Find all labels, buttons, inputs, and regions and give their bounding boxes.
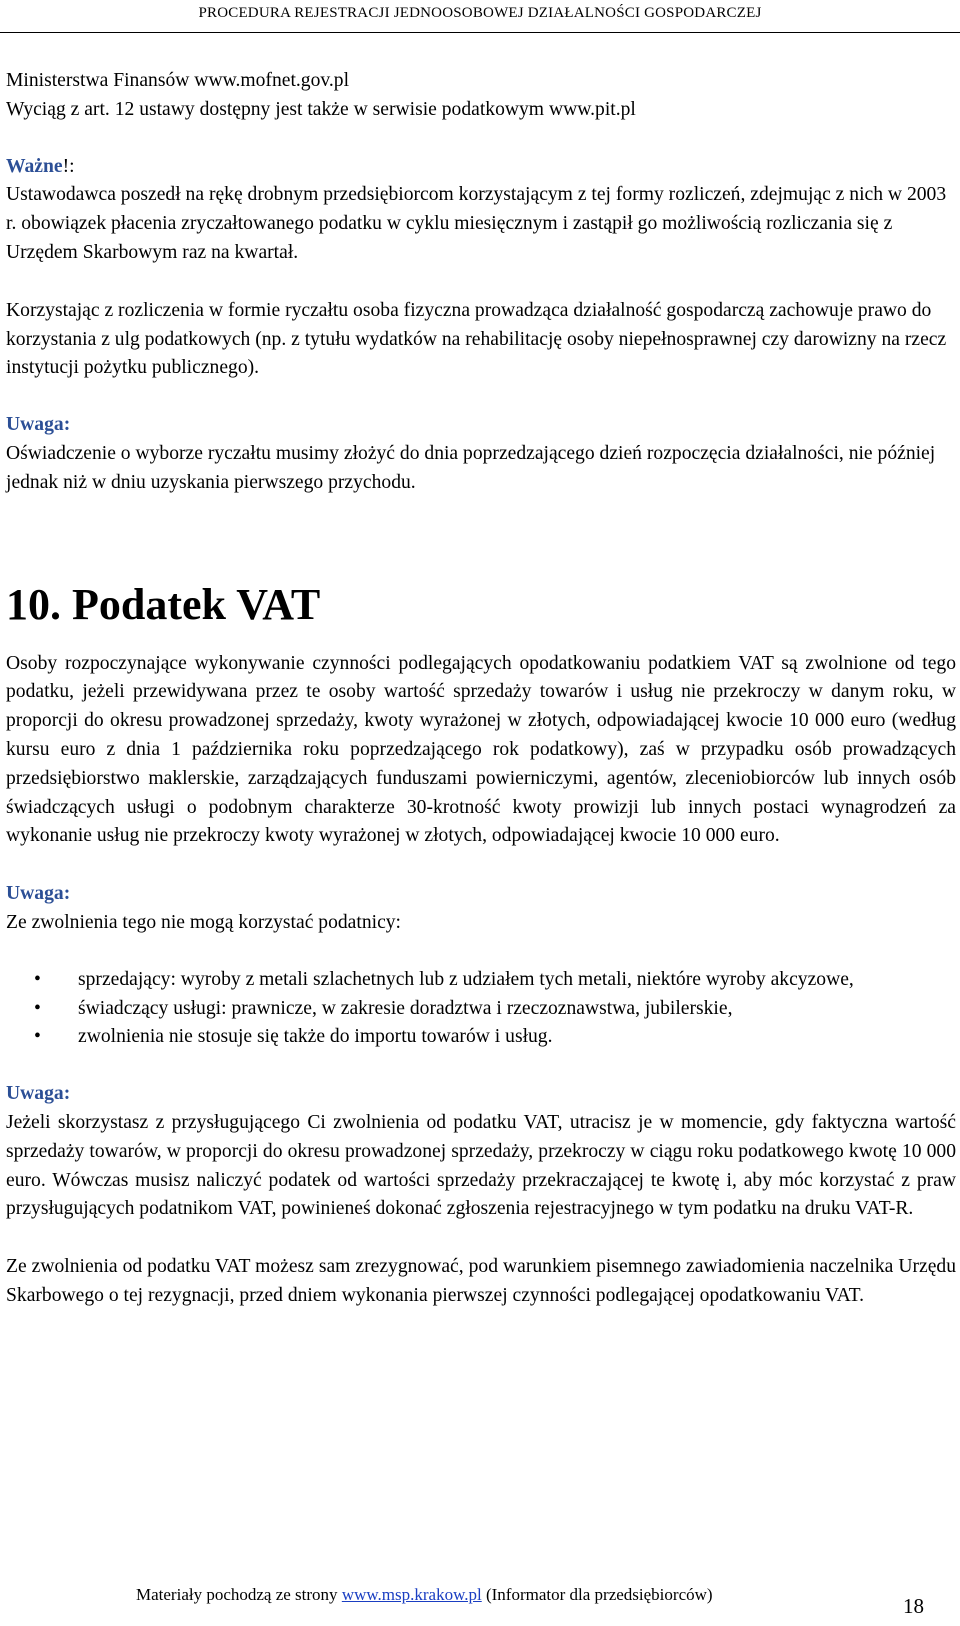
wazne-heading bbox=[6, 153, 956, 182]
bullet-icon: • bbox=[34, 968, 41, 990]
footer-prefix: Materiały pochodzą ze strony bbox=[136, 1585, 338, 1604]
bullet-icon: • bbox=[34, 997, 41, 1019]
wazne-label-tail: !: bbox=[62, 155, 75, 177]
vat-resignation-paragraph: Ze zwolnienia od podatku VAT możesz sam zrezygnować, pod warunkiem pisemnego zawiadomienia naczelnika Urzędu Skarbowego o tej rezygnacji, przed dniem wykonania pierwszej czynności podlegającej opodatkowaniu VAT. bbox=[6, 1256, 956, 1306]
footer-link[interactable]: www.msp.krakow.pl bbox=[341, 1585, 482, 1604]
list-item-text: świadczący usługi: prawnicze, w zakresie doradztwa i rzeczoznawstwa, jubilerskie, bbox=[78, 997, 733, 1019]
list-item bbox=[6, 966, 956, 995]
list-item-text: sprzedający: wyroby z metali szlachetnych lub z udziałem tych metali, niektóre wyroby akcyzowe, bbox=[78, 968, 854, 990]
ryczalt-ulgi-paragraph: Korzystając z rozliczenia w formie ryczałtu osoba fizyczna prowadząca działalność gospodarczą zachowuje prawo do korzystania z ulg podatkowych (np. z tytułu wydatków na rehabilitację osoby niepełnosprawnej czy darowizny na rzecz instytucji pożytku publicznego). bbox=[6, 299, 947, 379]
uwaga-label-1: Uwaga: bbox=[6, 414, 71, 436]
list-item-text: zwolnienia nie stosuje się także do importu towarów i usług. bbox=[78, 1026, 553, 1048]
uwaga-text-2: Ze zwolnienia tego nie mogą korzystać podatnicy: bbox=[6, 911, 402, 933]
page-footer bbox=[136, 1584, 956, 1606]
wazne-text: Ustawodawca poszedł na rękę drobnym przedsiębiorcom korzystającym z tej formy rozliczeń, zdejmując z nich w 2003 r. obowiązek płacenia zryczałtowanego podatku w cyklu miesięcznym i zastąpił go możliwością rozliczania się z Urzędem Skarbowym raz na kwartał. bbox=[6, 184, 947, 263]
uwaga-label-3: Uwaga: bbox=[6, 1083, 71, 1105]
page-body bbox=[6, 67, 956, 1311]
vat-exemption-paragraph: Osoby rozpoczynające wykonywanie czynności podlegających opodatkowaniu podatkiem VAT są zwolnione od tego podatku, jeżeli przewidywana przez te osoby wartość sprzedaży towarów i usług nie przekroczy w danym roku, w proporcji do okresu prowadzonej sprzedaży, kwoty wyrażonej w złotych, odpowiadającej kwocie 10 000 euro (według kursu euro z dnia 1 października roku poprzedzającego rok podatkowy), zaś w przypadku osób prowadzących przedsiębiorstwo maklerskie, zarządzających funduszami powierniczymi, agentów, zleceniobiorców lub innych osób świadczących usługi o podobnym charakterze 30-krotność kwoty prowizji lub innych postaci wynagrodzeń za wykonanie usług nie przekroczy kwoty wyrażonej w złotych, odpowiadającej kwocie 10 000 euro. bbox=[6, 652, 956, 847]
page-number: 18 bbox=[903, 1594, 924, 1618]
running-header bbox=[0, 2, 960, 33]
list-item bbox=[6, 1023, 956, 1052]
footer-suffix: (Informator dla przedsiębiorców) bbox=[485, 1585, 713, 1604]
uwaga-text-1: Oświadczenie o wyborze ryczałtu musimy złożyć do dnia poprzedzającego dzień rozpoczęcia działalności, nie później jednak niż w dniu uzyskania pierwszego przychodu. bbox=[6, 442, 936, 493]
uwaga-text-3: Jeżeli skorzystasz z przysługującego Ci zwolnienia od podatku VAT, utracisz je w momencie, gdy faktyczna wartość sprzedaży towarów, w proporcji do okresu prowadzonej sprzedaży, przekroczy w ciągu roku podatkowego kwotę 10 000 euro. Wówczas musisz naliczyć podatek od wartości sprzedaży przekraczającej te kwotę i, aby móc korzystać z praw przysługujących podatnikom VAT, powinieneś dokonać zgłoszenia rejestracyjnego w tym podatku na druku VAT-R. bbox=[6, 1111, 956, 1220]
excluded-taxpayers-list bbox=[6, 966, 956, 1052]
running-header-title: PROCEDURA REJESTRACJI JEDNOOSOBOWEJ DZIAŁALNOŚCI GOSPODARCZEJ bbox=[198, 5, 762, 21]
list-item bbox=[6, 995, 956, 1024]
wazne-label: Ważne bbox=[6, 155, 63, 177]
intro-line-2: Wyciąg z art. 12 ustawy dostępny jest także w serwisie podatkowym www.pit.pl bbox=[6, 98, 636, 120]
uwaga-label-2: Uwaga: bbox=[6, 883, 71, 905]
bullet-icon: • bbox=[34, 1026, 41, 1048]
section-title: 10. Podatek VAT bbox=[6, 579, 321, 629]
intro-line-1: Ministerstwa Finansów www.mofnet.gov.pl bbox=[6, 70, 350, 91]
